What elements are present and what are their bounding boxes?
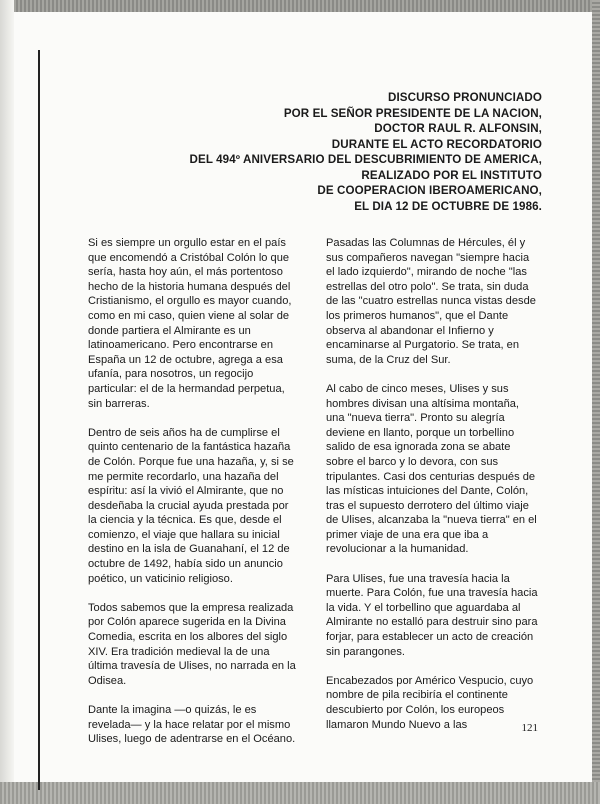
heading-line: DE COOPERACION IBEROAMERICANO, bbox=[317, 184, 542, 197]
heading-line: DOCTOR RAUL R. ALFONSIN, bbox=[374, 122, 542, 135]
paragraph: Todos sabemos que la empresa realizada por Colón aparece sugerida en la Divina Comedia, escrita en los albores del siglo XIV. Era tradición medieval la de una última travesía de Ulises, no narrada en la Odisea. bbox=[88, 601, 296, 687]
page-number: 121 bbox=[521, 722, 538, 734]
paragraph: Al cabo de cinco meses, Ulises y sus hombres divisan una altísima montaña, una "nueva tierra". Pronto su alegría deviene en llanto, porque un torbellino salido de esa ignorada zona se abate sobre el barco y lo devora, con sus tripulantes. Casi dos centurias después de las místicas intuiciones del Dante, Colón, tras el supuesto derrotero del último viaje de Ulises, alcanzaba la "nueva tierra" en el primer viaje de una era que iba a revolucionar a la humanidad. bbox=[326, 382, 537, 556]
paragraph: Si es siempre un orgullo estar en el país que encomendó a Cristóbal Colón lo que sería, hasta hoy aún, el más portentoso hecho de la historia humana después del Cristianismo, el orgullo es mayor cuando, como en mi caso, quien viene al solar de donde partiera el Almirante es un latinoamericano. Pero encontrarse en España un 12 de octubre, agrega a esa ufanía, para nosotros, un regocijo particular: el de la hermandad perpetua, sin barreras. bbox=[88, 237, 292, 410]
left-text-column bbox=[88, 236, 300, 761]
scan-bottom-edge bbox=[0, 782, 600, 804]
heading-line: POR EL SEÑOR PRESIDENTE DE LA NACION, bbox=[283, 106, 542, 120]
paragraph: Para Ulises, fue una travesía hacia la muerte. Para Colón, fue una travesía hacia la vida. Y el torbellino que aguardaba al Almirante no estalló para destruir sino para forjar, para establecer un acto de creación sin parangones. bbox=[326, 572, 538, 658]
heading-line: DURANTE EL ACTO RECORDATORIO bbox=[331, 137, 542, 151]
paragraph: Dentro de seis años ha de cumplirse el quinto centenario de la fantástica hazaña de Colón. Porque fue una hazaña, y, si se me permite recordarlo, una hazaña del espíritu: así la vivió el Almirante, que no desdeñaba la crucial ayuda prestada por la ciencia y la técnica. Es que, desde el comienzo, el viaje que hallara su inicial destino en la isla de Guanahaní, el 12 de octubre de 1492, había sido un anuncio poético, un vaticinio religioso. bbox=[88, 426, 294, 585]
scan-left-edge bbox=[0, 0, 14, 804]
scan-right-edge bbox=[592, 0, 600, 804]
paragraph: Pasadas las Columnas de Hércules, él y sus compañeros navegan "siempre hacia el lado izquierdo", mirando de noche "las estrellas del otro polo". Se trata, sin duda de las "cuatro estrellas nunca vistas desde los primeros humanos", que el Dante observa al abandonar el Infierno y encaminarse al Purgatorio. Se trata, en suma, de la Cruz del Sur. bbox=[326, 237, 536, 366]
right-text-column bbox=[326, 236, 538, 747]
heading-line: EL DIA 12 DE OCTUBRE DE 1986. bbox=[354, 199, 542, 213]
scan-top-edge bbox=[0, 0, 600, 12]
paragraph: Dante la imagina —o quizás, le es revelada— y la hace relatar por el mismo Ulises, luego de adentrarse en el Océano. bbox=[88, 704, 296, 746]
paragraph: Encabezados por Américo Vespucio, cuyo nombre de pila recibiría el continente descubierto por Colón, los europeos llamaron Mundo Nuevo a las bbox=[326, 674, 534, 731]
binding-line bbox=[38, 50, 40, 790]
heading-line: REALIZADO POR EL INSTITUTO bbox=[361, 168, 542, 182]
heading-line: DISCURSO PRONUNCIADO bbox=[387, 91, 542, 104]
speech-heading bbox=[122, 90, 542, 214]
heading-line: DEL 494º ANIVERSARIO DEL DESCUBRIMIENTO DE AMERICA, bbox=[189, 153, 542, 166]
